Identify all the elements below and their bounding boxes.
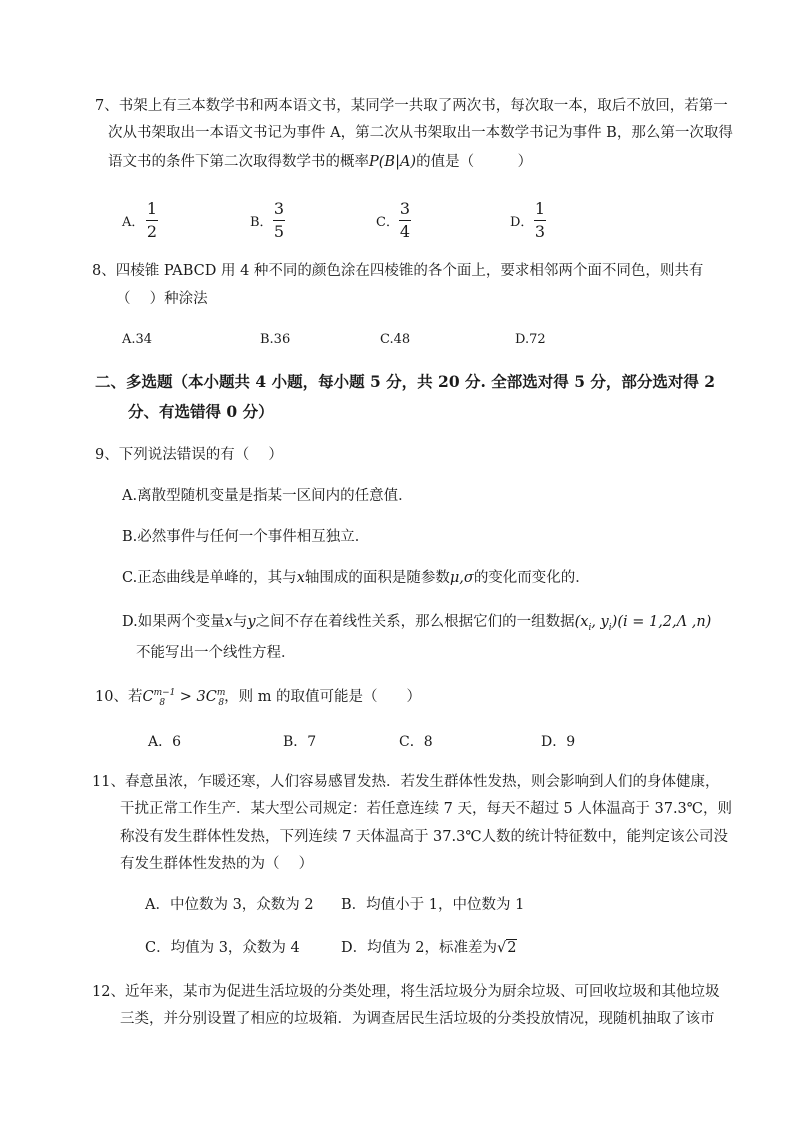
combination-sub: 8	[218, 697, 225, 708]
fraction-bar	[146, 220, 158, 221]
tuple-part-1: (x	[574, 614, 589, 630]
q11-line-4: 有发生群体性发热的为（ ）	[120, 856, 314, 872]
q9-c-text-1: C.正态曲线是单峰的，其与	[122, 570, 297, 586]
q9-stem: 9、下列说法错误的有（ ）	[95, 447, 283, 463]
q10-option-a: A．6	[148, 734, 182, 750]
q7-option-c-fraction	[399, 200, 411, 241]
combination-sup: m−1	[153, 688, 176, 699]
probability-expression: P(B|A)	[369, 154, 417, 170]
q8-option-d: D.72	[515, 332, 546, 347]
q12-line-2: 三类，并分别设置了相应的垃圾箱．为调查居民生活垃圾的分类投放情况，现随机抽取了该市	[120, 1011, 715, 1027]
q10-option-c: C．8	[399, 734, 433, 750]
q11-option-a: A．中位数为 3，众数为 2	[145, 897, 314, 913]
q7-option-b-fraction	[273, 200, 285, 241]
subscript-i: i	[588, 622, 592, 633]
q11-option-c: C．均值为 3，众数为 4	[145, 940, 300, 956]
tuple-part-2: , y	[591, 614, 609, 630]
combination-expression	[142, 688, 226, 708]
q8-option-a: A.34	[122, 332, 153, 347]
q7-line-1: 7、书架上有三本数学书和两本语文书，某同学一共取了两次书，每次取一本，取后不放回，若第一	[95, 98, 728, 114]
q9-d-text-and: 与	[232, 614, 248, 630]
q7-line-3-text: 语文书的条件下第二次取得数学书的概率	[108, 154, 369, 170]
sqrt-radicand: 2	[507, 940, 517, 956]
q10-stem	[95, 686, 421, 708]
q9-option-b: B.必然事件与任何一个事件相互独立．	[122, 529, 370, 545]
q11-option-d	[341, 937, 517, 959]
section-heading-line-1: 二、多选题（本小题共 4 小题，每小题 5 分，共 20 分. 全部选对得 5 分，部分选对得 2	[95, 372, 716, 391]
fraction-denominator: 2	[146, 222, 158, 241]
normal-params: μ,σ	[449, 570, 474, 586]
fraction-denominator: 4	[399, 222, 411, 241]
q7-line-2: 次从书架取出一本语文书记为事件 A，第二次从书架取出一本数学书记为事件 B，那么第一次取得	[108, 125, 733, 141]
q11-option-b: B．均值小于 1，中位数为 1	[341, 897, 525, 913]
q7-option-d-fraction	[534, 200, 546, 241]
q7-option-a-fraction	[146, 200, 158, 241]
fraction-bar	[273, 220, 285, 221]
fraction-numerator: 1	[534, 199, 546, 218]
q9-d-text-2: 之间不存在着线性关系，那么根据它们的一组数据	[255, 614, 575, 630]
q11-line-3: 称没有发生群体性发热，下列连续 7 天体温高于 37.3℃人数的统计特征数中，能判定该公司没	[120, 829, 729, 845]
q11-line-2: 干扰正常工作生产．某大型公司规定：若任意连续 7 天，每天不超过 5 人体温高于 37.3℃，则	[120, 801, 732, 817]
q9-option-d	[122, 611, 711, 633]
fraction-numerator: 3	[399, 199, 411, 218]
q7-option-c-label: C．	[376, 215, 399, 230]
fraction-denominator: 3	[534, 222, 546, 241]
sqrt-symbol: √	[496, 940, 507, 956]
y-variable: y	[247, 614, 256, 630]
subscript-i: i	[608, 622, 612, 633]
q7-option-d-label: D．	[510, 215, 534, 230]
section-heading-line-2: 分、有选错得 0 分）	[128, 402, 274, 421]
fraction-bar	[534, 220, 546, 221]
q10-option-b: B．7	[283, 734, 317, 750]
x-variable: x	[296, 570, 305, 586]
q9-option-a: A.离散型随机变量是指某一区间内的任意值．	[122, 488, 413, 504]
combination-sup: m	[216, 688, 226, 699]
q7-option-b-label: B．	[250, 215, 273, 230]
q12-line-1: 12、近年来，某市为促进生活垃圾的分类处理，将生活垃圾分为厨余垃圾、可回收垃圾和其他垃圾	[92, 984, 720, 1000]
fraction-denominator: 5	[273, 222, 285, 241]
q9-option-c	[122, 567, 590, 589]
q8-option-c: C.48	[380, 332, 411, 347]
x-variable: x	[224, 614, 233, 630]
q7-line-3	[108, 151, 532, 173]
combination-symbol: C	[205, 689, 217, 705]
q8-line-1: 8、四棱锥 PABCD 用 4 种不同的颜色涂在四棱锥的各个面上，要求相邻两个面不同色，则共有	[92, 263, 704, 279]
q9-d-text-1: D.如果两个变量	[122, 614, 225, 630]
q7-line-3-tail: 的值是（ ）	[416, 154, 533, 170]
square-root	[497, 937, 517, 959]
q9-c-text-2: 轴围成的面积是随参数	[304, 570, 450, 586]
data-tuple	[574, 614, 712, 633]
combination-sub: 8	[159, 697, 166, 708]
q8-option-b: B.36	[260, 332, 291, 347]
q10-text-2: ，则 m 的取值可能是（ ）	[224, 689, 422, 705]
fraction-numerator: 1	[146, 199, 158, 218]
fraction-bar	[399, 220, 411, 221]
q11-line-1: 11、春意虽浓，乍暖还寒，人们容易感冒发热．若发生群体性发热，则会影响到人们的身体健康，	[92, 774, 720, 790]
fraction-numerator: 3	[273, 199, 285, 218]
inequality: > 3	[175, 689, 206, 705]
q11-d-text: D．均值为 2，标准差为	[341, 940, 497, 956]
q9-option-d-line-2: 不能写出一个线性方程．	[136, 645, 296, 661]
combination-symbol: C	[142, 689, 154, 705]
q10-text-1: 10、若	[95, 689, 143, 705]
tuple-part-3: )(i = 1,2,Λ ,n)	[611, 614, 712, 630]
q7-option-a-label: A．	[122, 215, 145, 230]
q9-c-text-3: 的变化而变化的．	[473, 570, 590, 586]
q10-option-d: D．9	[541, 734, 576, 750]
q8-line-2: （ ）种涂法	[116, 291, 208, 307]
